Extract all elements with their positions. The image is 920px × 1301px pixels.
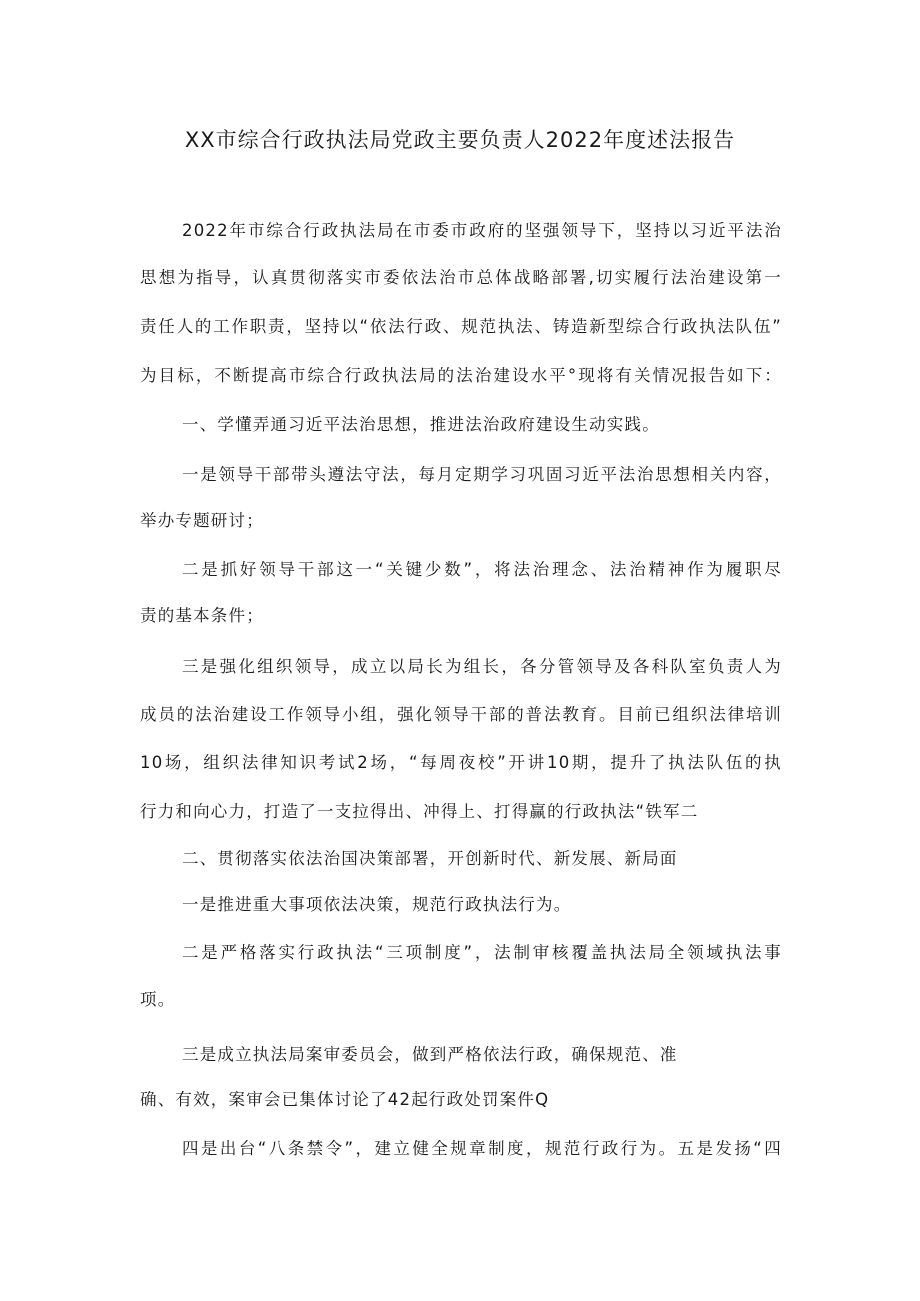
paragraph-line: 二是抓好领导干部这一“关键少数”，将法治理念、法治精神作为履职尽 [182,560,782,579]
paragraph-line: 四是出台“八条禁令”，建立健全规章制度，规范行政行为。五是发扬“四 [182,1139,782,1158]
paragraph-line: 举办专题研讨； [140,511,264,530]
paragraph-line: 项。 [140,990,176,1009]
paragraph-line: 成员的法治建设工作领导小组，强化领导干部的普法教育。目前已组织法律培训 [140,705,782,724]
paragraph-line: 一是领导干部带头遵法守法，每月定期学习巩固习近平法治思想相关内容， [182,465,782,484]
section-heading: 一、学懂弄通习近平法治思想，推进法治政府建设生动实践。 [182,415,660,434]
paragraph-line: 10场，组织法律知识考试2场，“每周夜校”开讲10期，提升了执法队伍的执 [140,753,782,772]
paragraph-line: 责任人的工作职责，坚持以“依法行政、规范执法、铸造新型综合行政执法队伍” [140,317,782,336]
paragraph-line: 2022年市综合行政执法局在市委市政府的坚强领导下，坚持以习近平法治 [182,221,782,240]
paragraph-line: 三是成立执法局案审委员会，做到严格依法行政，确保规范、准 [182,1045,678,1064]
paragraph-line: 三是强化组织领导，成立以局长为组长，各分管领导及各科队室负责人为 [182,657,782,676]
section-heading: 二、贯彻落实依法治国决策部署，开创新时代、新发展、新局面 [182,849,678,868]
paragraph-line: 二是严格落实行政执法“三项制度”，法制审核覆盖执法局全领域执法事 [182,943,782,962]
document-title: XX市综合行政执法局党政主要负责人2022年度述法报告 [184,128,736,152]
paragraph-line: 为目标，不断提高市综合行政执法局的法治建设水平°现将有关情况报告如下： [140,366,782,385]
paragraph-line: 确、有效，案审会已集体讨论了42起行政处罚案件Q [140,1090,550,1109]
paragraph-line: 行力和向心力，打造了一支拉得出、冲得上、打得赢的行政执法“铁军二 [140,802,699,821]
paragraph-line: 一是推进重大事项依法决策，规范行政执法行为。 [182,895,572,914]
paragraph-line: 责的基本条件； [140,606,264,625]
paragraph-line: 思想为指导，认真贯彻落实市委依法治市总体战略部署,切实履行法治建设第一 [140,268,782,287]
